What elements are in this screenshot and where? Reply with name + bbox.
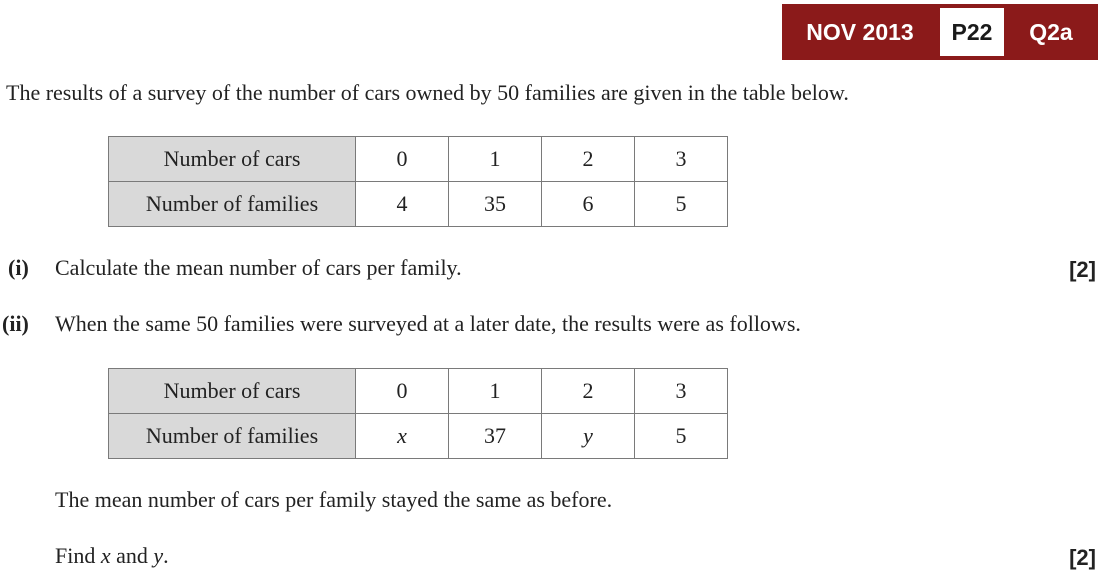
find-middle: and	[110, 543, 154, 568]
table-cell-unknown-y: y	[542, 414, 635, 459]
row-header-cars: Number of cars	[109, 369, 356, 414]
mean-note-text: The mean number of cars per family stayed the same as before.	[55, 487, 613, 512]
table-cell: 5	[635, 414, 728, 459]
intro-text: The results of a survey of the number of cars owned by 50 families are given in the table below.	[6, 80, 849, 105]
table-cell: 3	[635, 137, 728, 182]
find-prefix: Find	[55, 543, 101, 568]
row-header-families: Number of families	[109, 182, 356, 227]
row-header-cars: Number of cars	[109, 137, 356, 182]
table-row	[109, 137, 728, 182]
table-cell: 2	[542, 137, 635, 182]
table-cell: 2	[542, 369, 635, 414]
table-cell: 1	[449, 369, 542, 414]
row-header-families: Number of families	[109, 414, 356, 459]
exam-session: NOV 2013	[806, 18, 914, 45]
survey-table-1	[108, 136, 728, 227]
survey-table-2	[108, 368, 728, 459]
variable-y: y	[153, 543, 164, 568]
part-ii-label: (ii)	[2, 311, 29, 336]
table-cell: 5	[635, 182, 728, 227]
part-i-text: Calculate the mean number of cars per family.	[55, 255, 462, 280]
variable-x: x	[100, 543, 111, 568]
find-suffix: .	[163, 543, 169, 568]
table-cell: 0	[356, 137, 449, 182]
table-row	[109, 369, 728, 414]
paper-number: P22	[940, 8, 1004, 56]
table-cell: 3	[635, 369, 728, 414]
table-row	[109, 414, 728, 459]
table-cell: 37	[449, 414, 542, 459]
table-cell: 1	[449, 137, 542, 182]
part-ii-marks: [2]	[1069, 545, 1096, 570]
table-cell: 35	[449, 182, 542, 227]
find-instruction	[55, 543, 169, 569]
part-i-label: (i)	[8, 255, 29, 280]
table-cell: 6	[542, 182, 635, 227]
table-cell: 0	[356, 369, 449, 414]
question-number: Q2a	[1029, 18, 1073, 45]
table-cell: 4	[356, 182, 449, 227]
part-i-marks: [2]	[1069, 257, 1096, 282]
part-ii-text: When the same 50 families were surveyed at a later date, the results were as follows.	[55, 311, 801, 336]
question-reference-badge	[782, 4, 1098, 60]
table-cell-unknown-x: x	[356, 414, 449, 459]
table-row	[109, 182, 728, 227]
